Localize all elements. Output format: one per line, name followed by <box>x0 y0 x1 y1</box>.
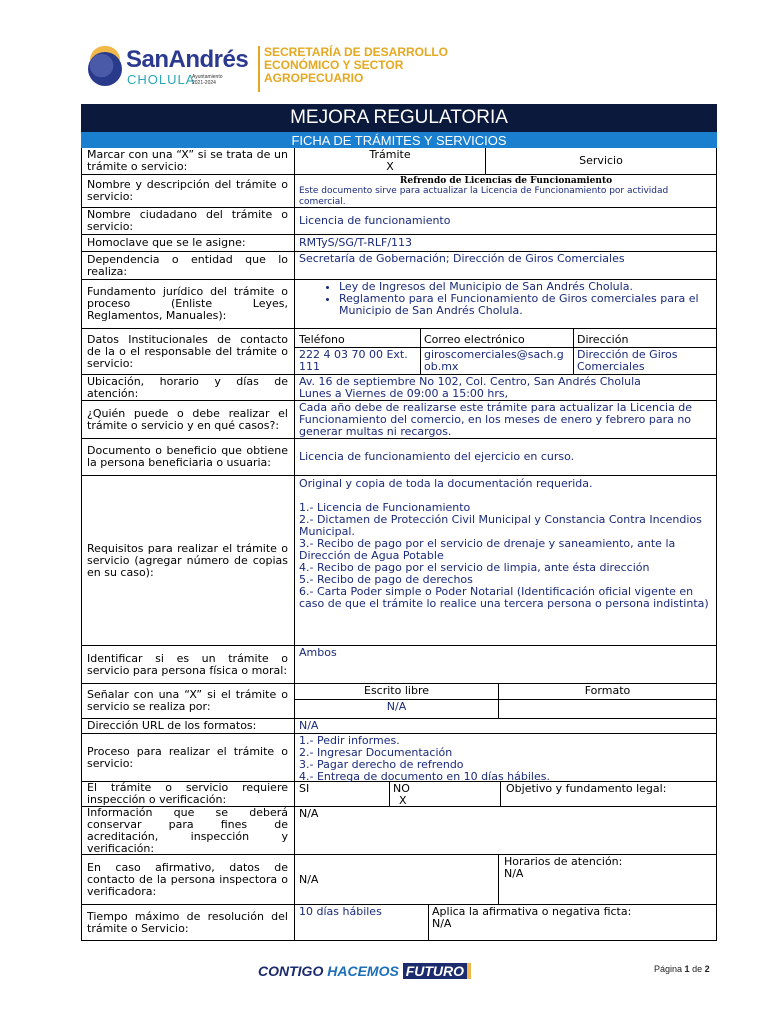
logo-subtitle: CHOLULA <box>127 72 196 87</box>
slogan-word: CONTIGO <box>258 963 324 979</box>
formato-header: Formato <box>584 684 631 697</box>
field-value: Licencia de funcionamiento del ejercicio en curso. <box>299 450 575 463</box>
field-label: Fundamento jurídico del trámite o proceso (Enliste Leyes, Reglamentos, Manuales): <box>81 280 295 328</box>
field-value: N/A <box>299 872 319 886</box>
field-value: Licencia de funcionamiento <box>299 214 451 227</box>
field-value <box>295 280 717 328</box>
logo-small-line: 2021-2024 <box>192 80 216 86</box>
tramite-mark: X <box>386 160 394 173</box>
page-number <box>654 963 710 975</box>
objetivo-cell: Objetivo y fundamento legal: <box>506 782 667 795</box>
field-label: Dependencia o entidad que lo realiza: <box>81 252 295 279</box>
field-label: El trámite o servicio requiere inspección o verificación: <box>81 782 295 806</box>
fundamento-list <box>299 281 713 317</box>
telefono-header: Teléfono <box>299 333 345 346</box>
ficta-value: N/A <box>432 917 452 930</box>
field-label: Documento o beneficio que obtiene la persona beneficiaria o usuaria: <box>81 439 295 475</box>
row-informacion <box>81 807 717 855</box>
field-label: Señalar con una “X” si el trámite o servicio se realiza por: <box>81 684 295 718</box>
field-value: N/A <box>299 719 319 732</box>
list-item: 5.- Recibo de pago de derechos <box>299 573 473 586</box>
no-mark: X <box>399 794 407 807</box>
page-current: 1 <box>684 964 690 974</box>
tramite-cell <box>295 148 485 174</box>
row-fundamento <box>81 280 717 329</box>
row-homoclave <box>81 235 717 252</box>
servicio-cell: Servicio <box>579 154 623 167</box>
list-item: 3.- Pagar derecho de refrendo <box>299 758 464 771</box>
row-ubicacion <box>81 375 717 401</box>
list-item: 2.- Dictamen de Protección Civil Municipal y Constancia Contra Incendios Municipal. <box>299 513 702 538</box>
logo-small-line: Ayuntamiento <box>192 74 223 80</box>
ficta-cell <box>428 905 717 941</box>
row-url <box>81 719 717 734</box>
field-value: Ambos <box>299 646 337 659</box>
row-dependencia <box>81 252 717 280</box>
correo-value: giroscomerciales@sach.gob.mx <box>424 348 564 373</box>
field-value <box>295 734 717 781</box>
row-afirmativo <box>81 855 717 905</box>
header <box>86 44 466 94</box>
row-inspeccion <box>81 782 717 807</box>
field-label: Datos Institucionales de contacto de la o el responsable del trámite o servicio: <box>81 329 295 374</box>
field-label: Nombre y descripción del trámite o servicio: <box>81 175 295 207</box>
list-item: 2.- Ingresar Documentación <box>299 746 453 759</box>
nombre-title: Refrendo de Licencias de Funcionamiento <box>399 176 613 186</box>
field-label: Ubicación, horario y días de atención: <box>81 375 295 400</box>
horarios-header: Horarios de atención: <box>504 855 623 868</box>
field-label: Marcar con una “X” si se trata de un trámite o servicio: <box>81 148 295 174</box>
field-label: Homoclave que se le asigne: <box>81 235 295 251</box>
row-nombre <box>81 175 717 208</box>
field-value: RMTyS/SG/T-RLF/113 <box>299 236 413 249</box>
field-value: Cada año debe de realizarse este trámite para actualizar la Licencia de Funcionamiento del comercio, en los meses de enero y febrero para no generar multas ni recargos. <box>299 401 693 438</box>
row-requisitos <box>81 476 717 646</box>
tiempo-value: 10 días hábiles <box>299 905 382 918</box>
list-item: 6.- Carta Poder simple o Poder Notarial (Identificación oficial vigente en caso de que el trámite lo realice una tercera persona o persona indistinta) <box>299 585 709 610</box>
field-label: Información que se deberá conservar para fines de acreditación, inspección y verificación: <box>81 807 295 854</box>
list-item: • Ley de Ingresos del Municipio de San Andrés Cholula. <box>339 281 713 293</box>
page-word: Página <box>654 964 683 974</box>
secretaria-line: SECRETARÍA DE DESARROLLO <box>264 45 449 59</box>
list-item: 4.- Entrega de documento en 10 días hábiles. <box>299 770 550 783</box>
nombre-value <box>295 175 717 207</box>
field-label: Identificar si es un trámite o servicio para persona física o moral: <box>81 646 295 683</box>
list-item: 1.- Pedir informes. <box>299 734 400 747</box>
field-label: Tiempo máximo de resolución del trámite o Servicio: <box>81 905 295 941</box>
globe-icon <box>88 52 122 86</box>
list-item: 1.- Licencia de Funcionamiento <box>299 501 471 514</box>
correo-header: Correo electrónico <box>424 333 525 346</box>
row-tiempo <box>81 905 717 941</box>
slogan-word: HACEMOS <box>327 963 399 979</box>
page-de: de <box>692 964 703 974</box>
row-tipo <box>81 148 717 175</box>
horarios-cell <box>498 855 717 904</box>
row-contacto <box>81 329 717 375</box>
logo-small-text <box>192 74 222 86</box>
formato-value <box>498 700 717 718</box>
secretaria-name <box>264 46 448 85</box>
field-label: ¿Quién puede o debe realizar el trámite o servicio y en qué casos?: <box>81 401 295 438</box>
field-value: N/A <box>299 807 319 820</box>
field-value <box>295 375 717 400</box>
list-item: 3.- Recibo de pago por el servicio de drenaje y saneamiento, ante la Dirección de Agua Potable <box>299 537 676 562</box>
field-label: Nombre ciudadano del trámite o servicio: <box>81 208 295 234</box>
form-subtitle: FICHA DE TRÁMITES Y SERVICIOS <box>81 132 717 148</box>
ubicacion-line: Lunes a Viernes de 09:00 a 15:00 hrs, <box>299 387 509 400</box>
no-label: NO <box>393 782 410 795</box>
tramite-label: Trámite <box>369 148 411 161</box>
secretaria-line: ECONÓMICO Y SECTOR <box>264 58 404 72</box>
no-cell <box>389 782 500 806</box>
ficta-header: Aplica la afirmativa o negativa ficta: <box>432 905 632 918</box>
si-cell: SI <box>299 782 310 795</box>
direccion-header: Dirección <box>577 333 629 346</box>
requisitos-intro: Original y copia de toda la documentación requerida. <box>299 477 593 490</box>
row-documento <box>81 439 717 476</box>
escrito-value: N/A <box>386 700 407 713</box>
secretaria-line: AGROPECUARIO <box>264 71 364 85</box>
field-label: Requisitos para realizar el trámite o servicio (agregar número de copias en su caso): <box>81 476 295 645</box>
escrito-header: Escrito libre <box>364 684 429 697</box>
form-title: MEJORA REGULATORIA <box>81 104 717 132</box>
slogan-word: FUTURO <box>403 963 471 979</box>
list-item: 4.- Recibo de pago por el servicio de limpia, ante ésta dirección <box>299 561 650 574</box>
nombre-desc: Este documento sirve para actualizar la Licencia de Funcionamiento por actividad comercial. <box>299 186 669 207</box>
row-persona <box>81 646 717 684</box>
field-label: Dirección URL de los formatos: <box>81 719 295 733</box>
direccion-value: Dirección de Giros Comerciales <box>577 348 678 373</box>
ubicacion-line: Av. 16 de septiembre No 102, Col. Centro, San Andrés Cholula <box>299 375 641 388</box>
footer-slogan <box>258 961 516 981</box>
horarios-value: N/A <box>504 867 524 880</box>
row-realiza <box>81 684 717 719</box>
page-total: 2 <box>704 964 710 974</box>
telefono-value: 222 4 03 70 00 Ext. 111 <box>299 348 408 373</box>
row-quien <box>81 401 717 439</box>
field-label: En caso afirmativo, datos de contacto de la persona inspectora o verificadora: <box>81 855 295 904</box>
row-nombre-ciudadano <box>81 208 717 235</box>
row-proceso <box>81 734 717 782</box>
logo-title: SanAndrés <box>126 46 249 73</box>
field-value: Secretaría de Gobernación; Dirección de Giros Comerciales <box>299 252 625 265</box>
field-value <box>295 476 717 645</box>
field-label: Proceso para realizar el trámite o servicio: <box>81 734 295 781</box>
list-item: • Reglamento para el Funcionamiento de Giros comerciales para el Municipio de San Andrés Cholula. <box>339 293 713 317</box>
san-andres-logo <box>86 44 256 94</box>
header-divider <box>258 46 260 92</box>
